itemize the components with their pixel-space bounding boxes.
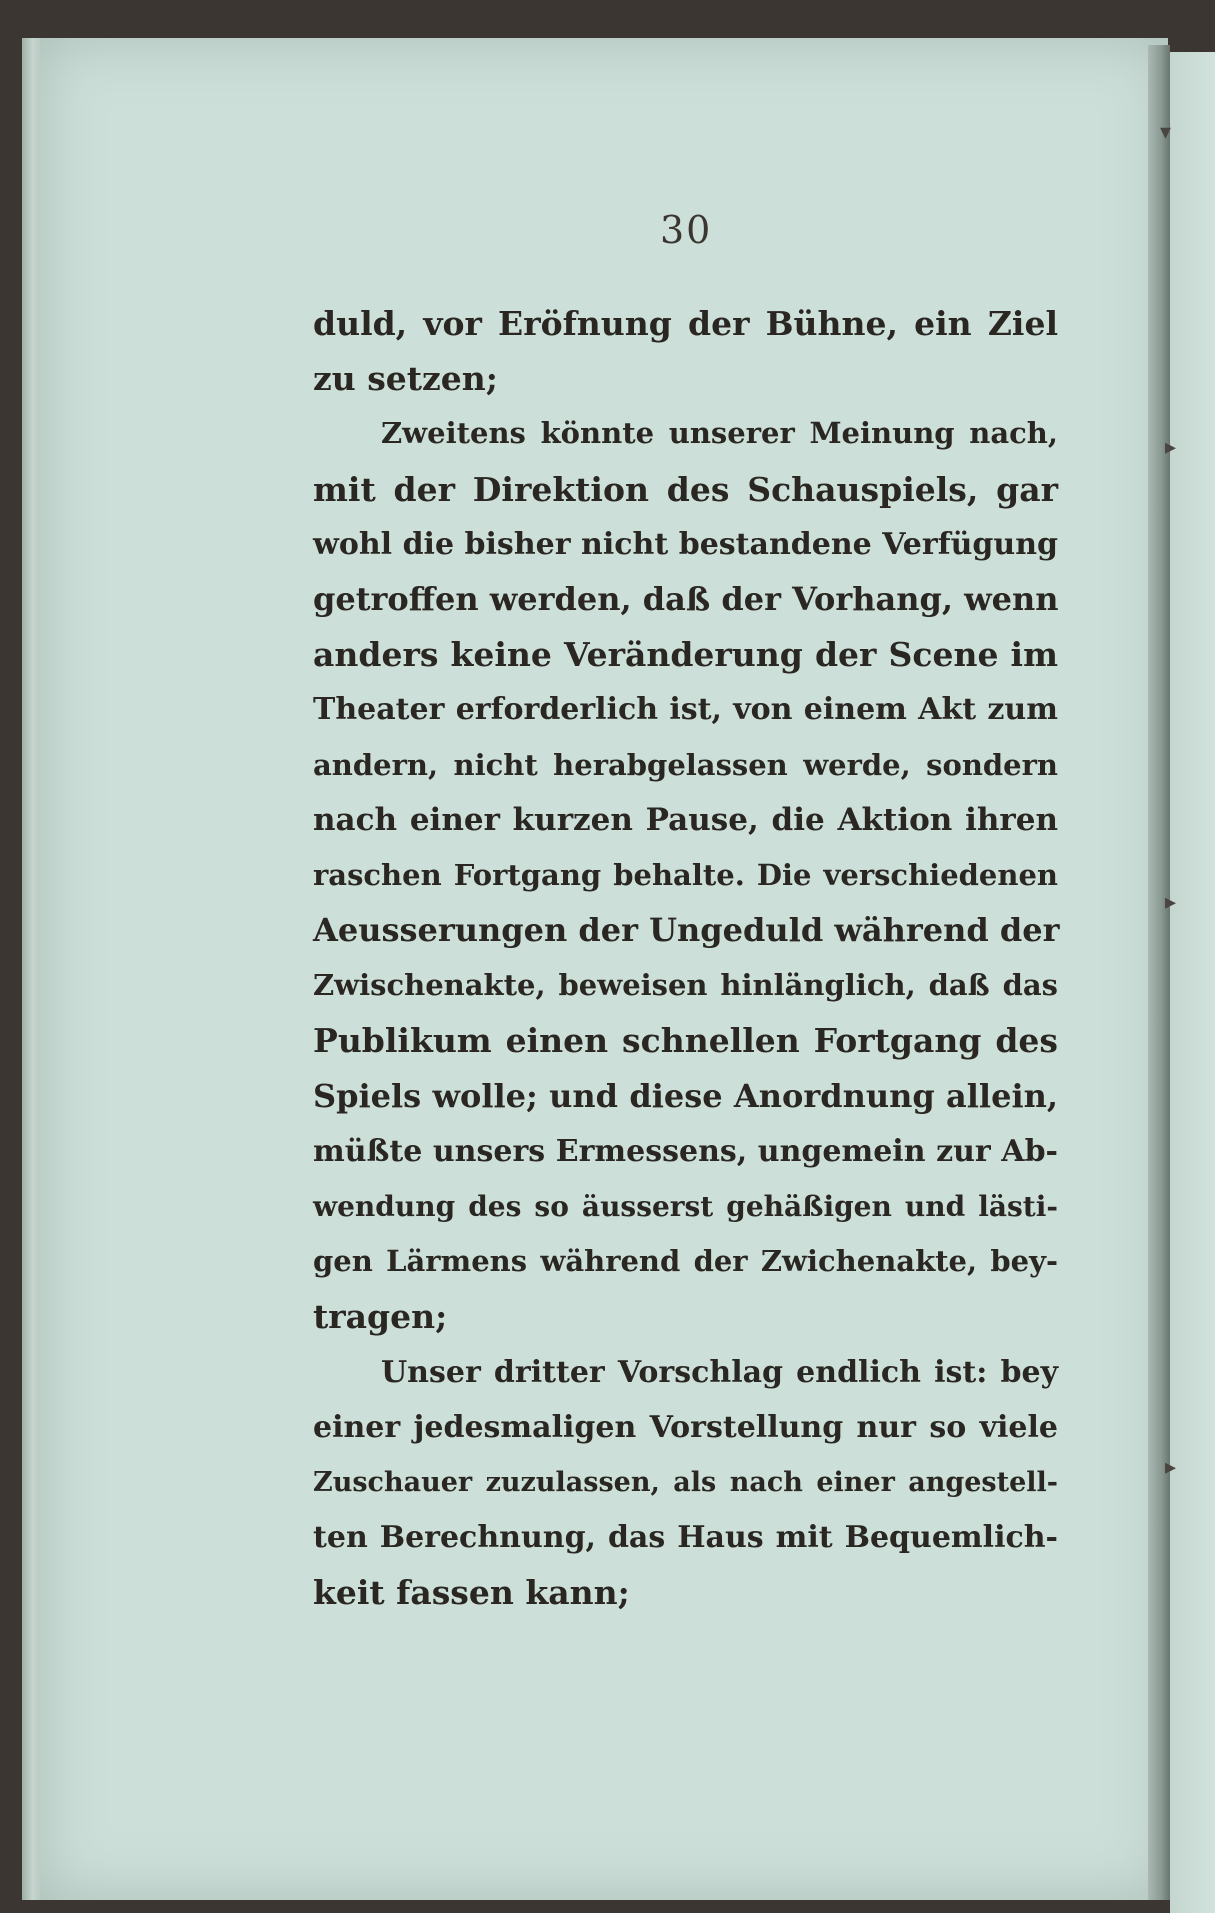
text-line: mit der Direktion des Schauspiels, gar bbox=[313, 469, 1058, 509]
text-line: nach einer kurzen Pause, die Aktion ihren bbox=[313, 801, 1058, 838]
binding-mark: ▸ bbox=[1165, 890, 1177, 915]
text-line: zu setzen; bbox=[313, 359, 498, 399]
page-number: 30 bbox=[660, 208, 713, 252]
binding-mark: ▸ bbox=[1165, 1455, 1177, 1480]
text-line: müßte unsers Ermessens, ungemein zur Ab- bbox=[313, 1133, 1058, 1169]
text-line: einer jedesmaligen Vorstellung nur so viele bbox=[313, 1409, 1058, 1445]
text-line: Unser dritter Vorschlag endlich ist: bey bbox=[381, 1354, 1058, 1390]
text-line: anders keine Veränderung der Scene im bbox=[313, 635, 1058, 675]
book-gutter bbox=[1148, 45, 1170, 1900]
text-line: Zweitens könnte unserer Meinung nach, bbox=[381, 416, 1058, 451]
text-line: Spiels wolle; und diese Anordnung allein, bbox=[313, 1076, 1058, 1115]
text-line: keit fassen kann; bbox=[313, 1573, 630, 1613]
facing-page-edge bbox=[1170, 52, 1215, 1913]
text-line: wendung des so äusserst gehäßigen und lästi- bbox=[313, 1190, 1058, 1223]
binding-mark: ▸ bbox=[1165, 435, 1177, 460]
text-line: raschen Fortgang behalte. Die verschiedenen bbox=[313, 857, 1058, 892]
text-line: Zwischenakte, beweisen hinlänglich, daß das bbox=[313, 968, 1058, 1003]
text-line: getroffen werden, daß der Vorhang, wenn bbox=[313, 579, 1059, 618]
text-line: tragen; bbox=[313, 1297, 448, 1337]
text-line: Theater erforderlich ist, von einem Akt zum bbox=[313, 692, 1058, 728]
text-line: andern, nicht herabgelassen werde, sondern bbox=[313, 747, 1058, 782]
body-text bbox=[313, 296, 1058, 1621]
text-line: wohl die bisher nicht bestandene Verfügung bbox=[313, 526, 1058, 562]
text-line: duld, vor Eröfnung der Bühne, ein Ziel bbox=[313, 304, 1058, 343]
text-line: Zuschauer zuzulassen, als nach einer angestell- bbox=[313, 1466, 1058, 1498]
text-line: ten Berechnung, das Haus mit Bequemlich- bbox=[313, 1520, 1058, 1556]
text-line: Publikum einen schnellen Fortgang des bbox=[313, 1021, 1058, 1061]
binding-mark: ▾ bbox=[1160, 120, 1172, 145]
text-line: gen Lärmens während der Zwichenakte, bey- bbox=[313, 1244, 1058, 1279]
text-line: Aeusserungen der Ungeduld während der bbox=[313, 911, 1060, 950]
